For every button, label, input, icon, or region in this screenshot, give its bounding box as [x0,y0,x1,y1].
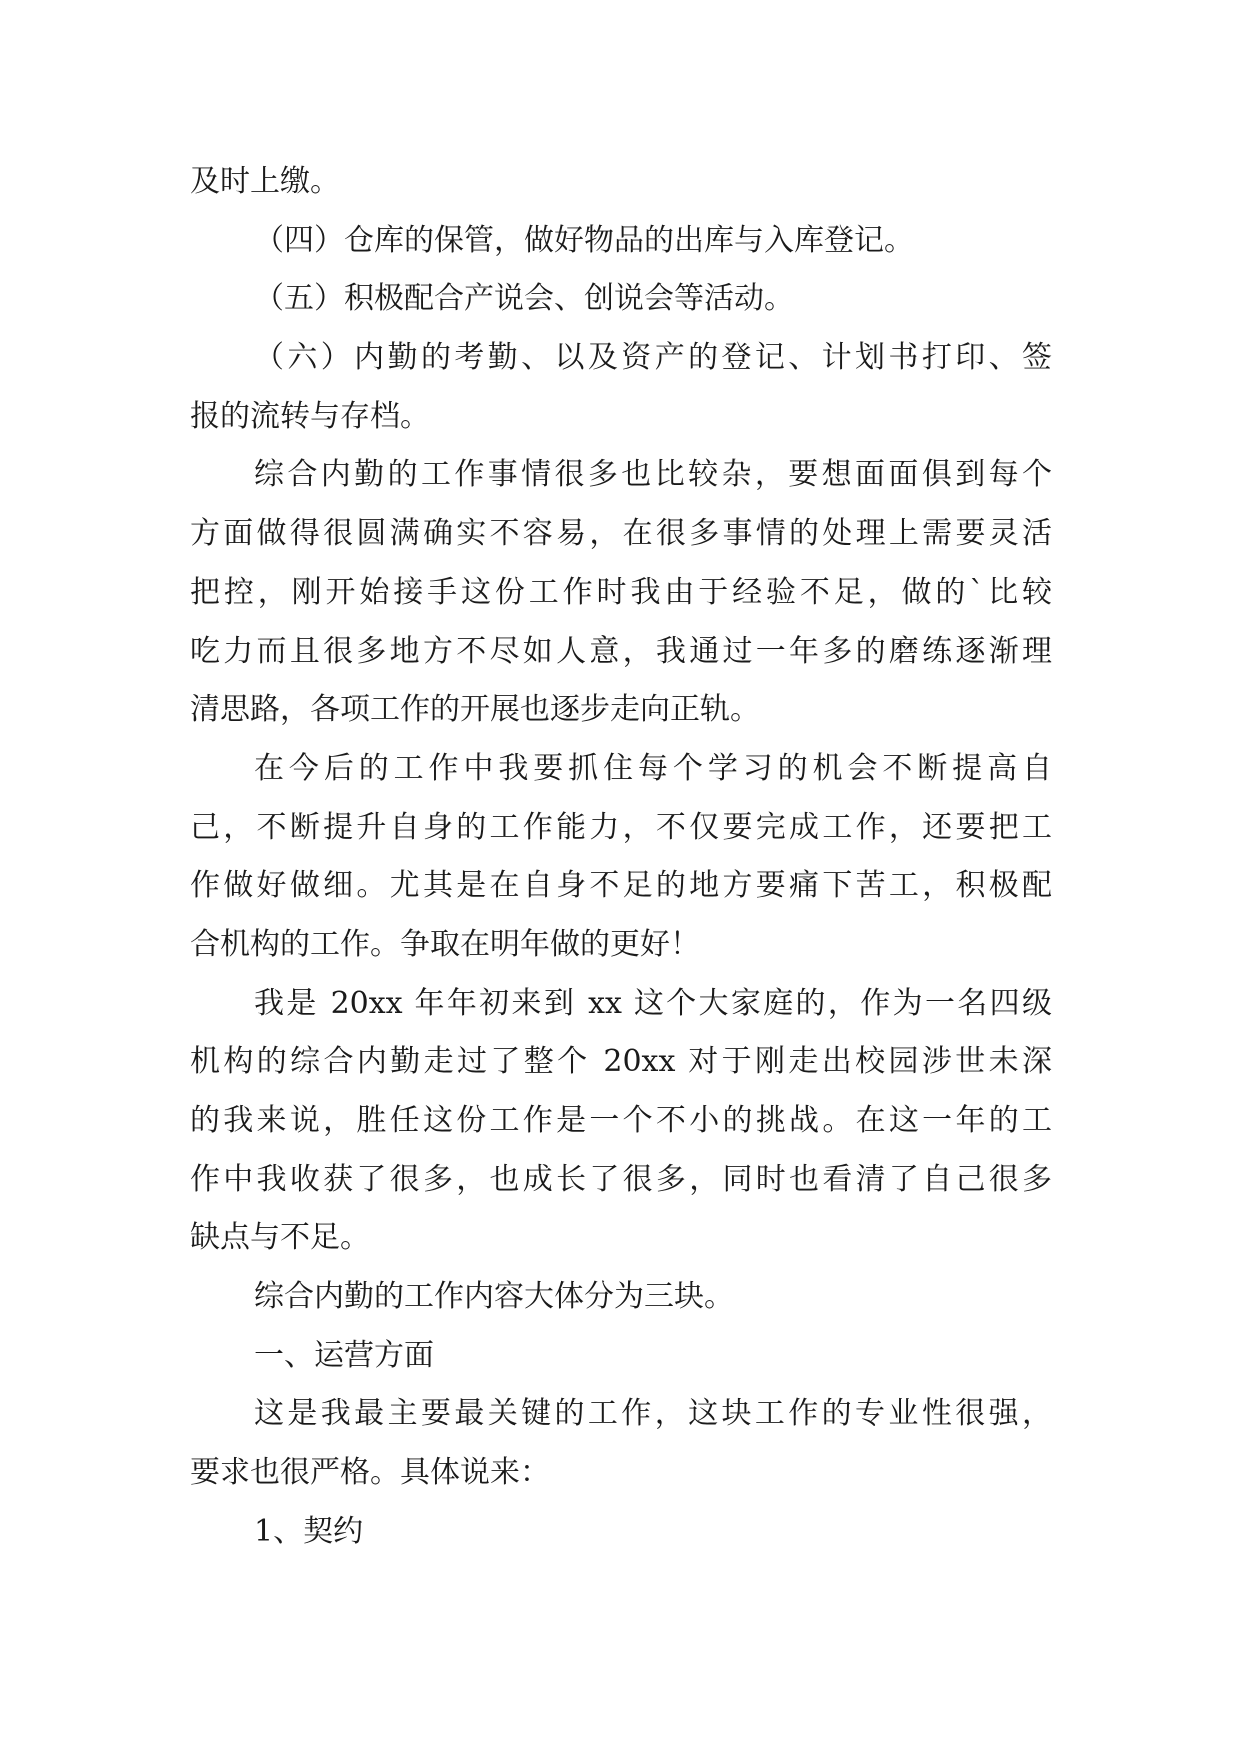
text-line: 在今后的工作中我要抓住每个学习的机会不断提高自 [254,750,1052,786]
text-line: 吃力而且很多地方不尽如人意，我通过一年多的磨练逐渐理 [190,633,1052,669]
text-line: 这是我最主要最关键的工作，这块工作的专业性很强， [254,1396,1052,1432]
text-line: 要求也很严格。具体说来： [190,1455,550,1491]
text-line: 合机构的工作。争取在明年做的更好！ [190,926,700,962]
text-line: 作中我收获了很多，也成长了很多，同时也看清了自己很多 [190,1161,1052,1197]
text-line: （四）仓库的保管，做好物品的出库与入库登记。 [254,222,914,258]
text-line: 把控，刚开始接手这份工作时我由于经验不足，做的`比较 [190,574,1052,610]
text-line: 己，不断提升自身的工作能力，不仅要完成工作，还要把工 [190,809,1052,845]
text-line: 综合内勤的工作事情很多也比较杂，要想面面俱到每个 [254,457,1052,493]
document-body [190,153,1052,1562]
text-line: 方面做得很圆满确实不容易，在很多事情的处理上需要灵活 [190,516,1052,552]
text-line: 作做好做细。尤其是在自身不足的地方要痛下苦工，积极配 [190,868,1052,904]
subsection-heading: 1、契约 [254,1513,364,1549]
text-line: 机构的综合内勤走过了整个 20xx 对于刚走出校园涉世未深 [190,1044,1052,1080]
text-line: 的我来说，胜任这份工作是一个不小的挑战。在这一年的工 [190,1103,1052,1138]
text-line: 缺点与不足。 [190,1220,370,1256]
text-line: （五）积极配合产说会、创说会等活动。 [254,281,794,317]
text-line: （六）内勤的考勤、以及资产的登记、计划书打印、签 [254,340,1052,376]
text-line: 综合内勤的工作内容大体分为三块。 [254,1279,734,1315]
text-line: 及时上缴。 [190,164,340,199]
section-heading: 一、运营方面 [254,1337,434,1373]
text-line: 我是 20xx 年年初来到 xx 这个大家庭的，作为一名四级 [254,985,1052,1021]
text-line: 报的流转与存档。 [190,398,430,434]
text-line: 清思路，各项工作的开展也逐步走向正轨。 [190,692,760,728]
